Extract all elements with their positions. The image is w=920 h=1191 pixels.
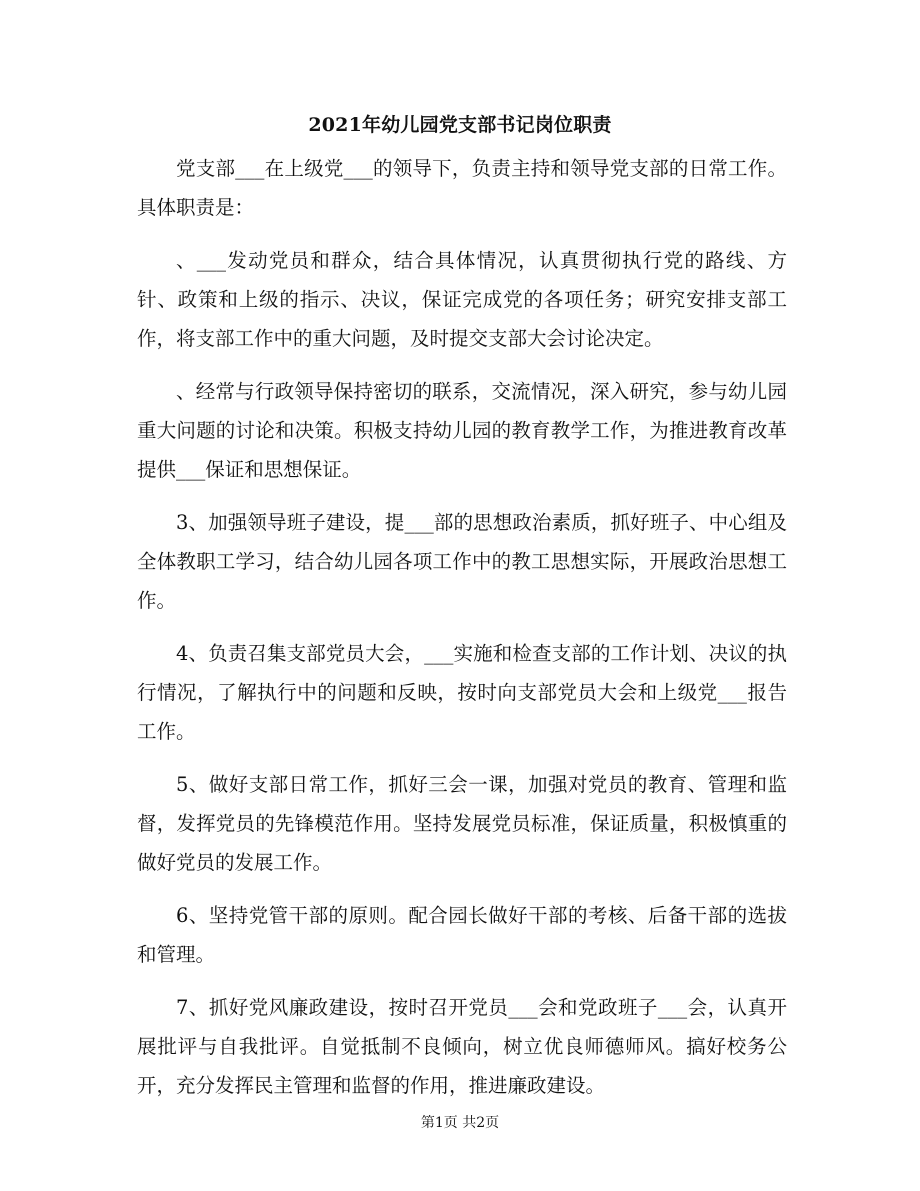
paragraph-duty-7: 7、抓好党风廉政建设，按时召开党员___会和党政班子___会，认真开展批评与自我批评。自觉抵制不良倾向，树立优良师德师风。搞好校务公开，充分发挥民主管理和监督的作用，推进廉政建设。	[137, 996, 787, 1097]
paragraph-duty-4: 4、负责召集支部党员大会，___实施和检查支部的工作计划、决议的执行情况，了解执行中的问题和反映，按时向支部党员大会和上级党___报告工作。	[137, 642, 787, 743]
paragraph-duty-1: 、___发动党员和群众，结合具体情况，认真贯彻执行党的路线、方针、政策和上级的指示、决议，保证完成党的各项任务；研究安排支部工作，将支部工作中的重大问题，及时提交支部大会讨论决定。	[137, 249, 787, 350]
page-footer: 第1页 共2页	[420, 1115, 500, 1131]
paragraph-duty-3: 3、加强领导班子建设，提___部的思想政治素质，抓好班子、中心组及全体教职工学习，结合幼儿园各项工作中的教工思想实际，开展政治思想工作。	[137, 511, 787, 612]
paragraph-duty-5: 5、做好支部日常工作，抓好三会一课，加强对党员的教育、管理和监督，发挥党员的先锋模范作用。坚持发展党员标准，保证质量，积极慎重的做好党员的发展工作。	[137, 773, 787, 874]
paragraph-intro: 党支部___在上级党___的领导下，负责主持和领导党支部的日常工作。具体职责是：	[137, 157, 787, 219]
paragraph-duty-2: 、经常与行政领导保持密切的联系，交流情况，深入研究，参与幼儿园重大问题的讨论和决策。积极支持幼儿园的教育教学工作，为推进教育改革提供___保证和思想保证。	[137, 380, 787, 481]
paragraph-duty-6: 6、坚持党管干部的原则。配合园长做好干部的考核、后备干部的选拔和管理。	[137, 904, 787, 966]
document-body	[137, 149, 787, 1119]
document-title: 2021年幼儿园党支部书记岗位职责	[308, 114, 612, 136]
